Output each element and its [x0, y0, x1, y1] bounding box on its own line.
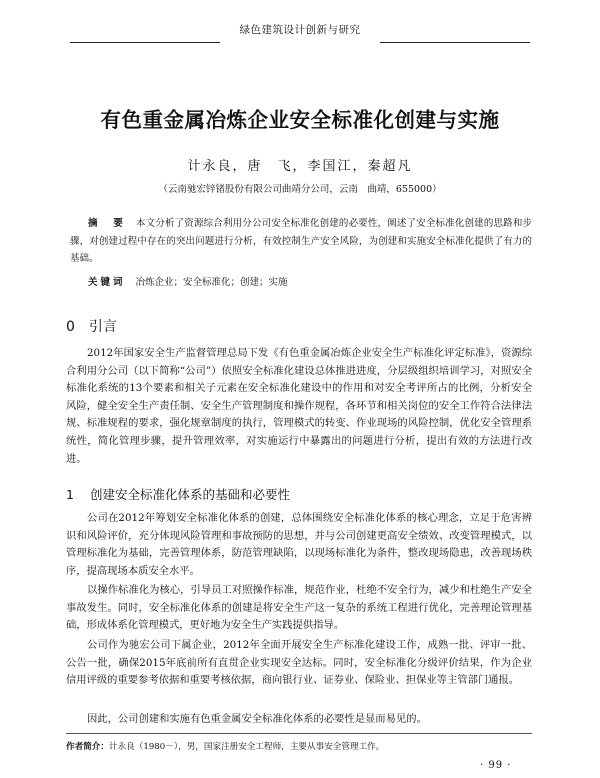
abstract-label: 摘 要	[88, 218, 126, 229]
affiliation: （云南驰宏锌锗股份有限公司曲靖分公司，云南 曲靖，655000）	[158, 184, 442, 195]
keywords-text: 冶炼企业；安全标准化；创建；实施	[135, 277, 288, 288]
paragraph: 公司作为驰宏公司下属企业，2012年全面开展安全生产标准化建设工作，成熟一批、评审一批、公告一批，确保2015年底前所有直贯企业实现安全达标。同时，安全标准化分级评价结果，作为企业信用评级的重要参考依据和重要考核依据，商向银行业、证券业、保险业、担保业等主管部门通报。	[66, 639, 532, 687]
keywords	[70, 274, 532, 288]
paragraph: 以操作标准化为核心，引导员工对照操作标准，规范作业，杜绝不安全行为，减少和杜绝生产安全事故发生。同时，安全标准化体系的创建是将安全生产这一复杂的系统工程进行优化，完善理论管理基础，形成体系化管理模式，更好地为安全生产实践提供指导。	[66, 584, 532, 632]
section-title: 引言	[88, 319, 117, 335]
paper-title: 有色重金属冶炼企业安全标准化创建与实施	[100, 108, 500, 132]
section-number: 1	[66, 487, 74, 502]
abstract-text: 本文分析了资源综合利用分公司安全标准化创建的必要性，阐述了安全标准化创建的思路和步骤，对创建过程中存在的突出问题进行分析，有效控制生产安全风险，为创建和实施安全标准化提供了有力的基础。	[70, 218, 532, 264]
page-number: · 99 ·	[480, 760, 512, 771]
footnote-label: 作者简介：	[66, 742, 109, 752]
paragraph: 因此，公司创建和实施有色重金属安全标准化体系的必要性是显而易见的。	[87, 713, 427, 725]
header-rule-left	[70, 42, 220, 43]
section-number: 0	[66, 319, 75, 335]
section-heading-intro	[66, 316, 117, 336]
author-footnote	[66, 740, 536, 752]
section-heading-basis	[66, 485, 290, 503]
section-title: 创建安全标准化体系的基础和必要性	[89, 487, 290, 502]
footnote-rule	[66, 733, 532, 734]
footnote-text: 计永良（1980－），男，国家注册安全工程师，主要从事安全管理工作。	[108, 742, 385, 752]
paragraph: 公司在2012年筹划安全标准化体系的创建，总体围绕安全标准化体系的核心理念，立足于危害辨识和风险评价，充分体现风险管理和事故预防的思想，并与公司创建更高安全绩效、改变管理模式，以管理标准化为基础，完善管理体系，防范管理缺陷，以现场标准化为条件，整改现场隐患，改善现场秩序，提高现场本质安全水平。	[66, 512, 532, 577]
authors: 计永良，唐 飞，李国江，秦超凡	[187, 159, 413, 174]
journal-header: 绿色建筑设计创新与研究	[239, 24, 361, 36]
abstract	[70, 215, 532, 268]
keywords-label: 关键词	[88, 277, 126, 288]
paragraph: 2012年国家安全生产监督管理总局下发《有色重金属冶炼企业安全生产标准化评定标准》，资源综合利用分公司（以下简称“公司”）依照安全标准化建设总体推进进度，分层级组织培训学习，对照安全标准化系统的13个要素和相关子元素在安全标准化建设中的作用和对安全考评所占的比例，分析安全风险，健全安全生产责任制、安全生产管理制度和操作规程，各环节和相关岗位的安全工作符合法律法规、标准规程的要求，强化规章制度的执行，管理模式的转变、作业现场的风险控制，优化安全管理系统性，简化管理步骤，提升管理效率，对实施运行中暴露出的问题进行分析，提出有效的方法进行改进。	[66, 347, 532, 465]
header-rule-right	[380, 42, 530, 43]
